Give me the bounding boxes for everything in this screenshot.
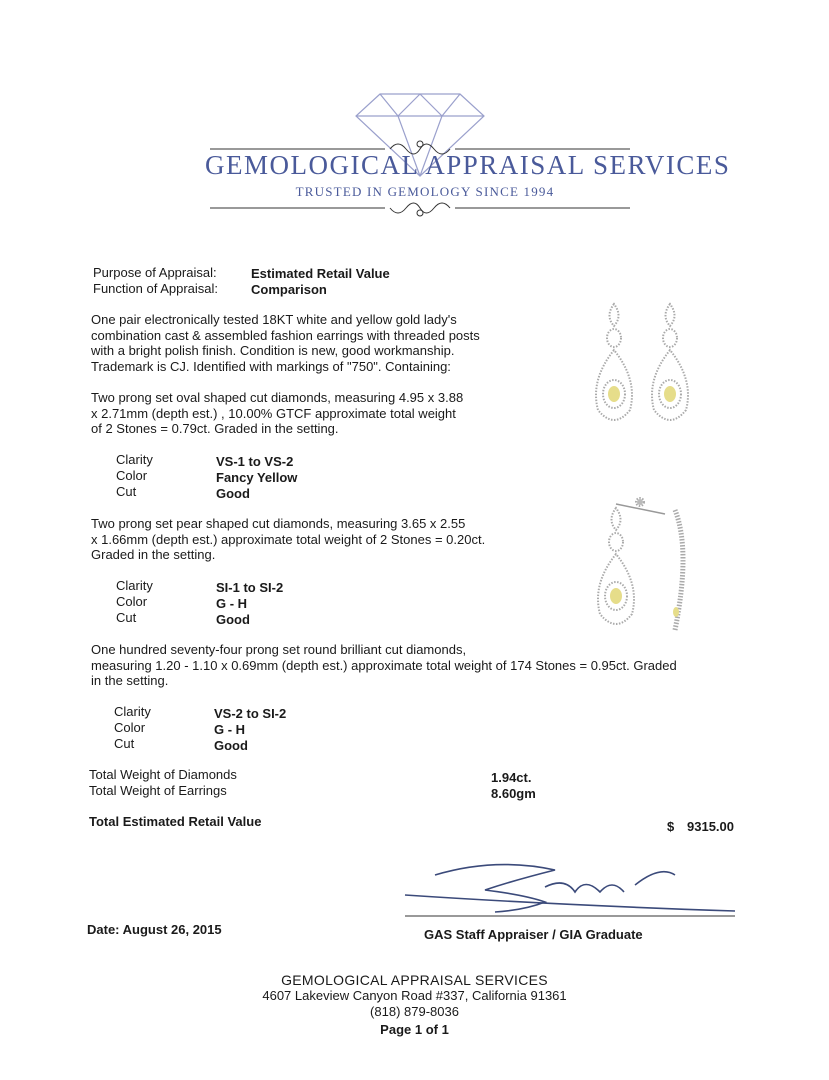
earrings-photo-side (585, 490, 725, 640)
total-diamonds-value: 1.94ct. (491, 770, 532, 785)
item-description (91, 312, 480, 374)
cut-value: Good (214, 738, 248, 753)
appraiser-signature (395, 855, 745, 930)
color-value: G - H (216, 596, 248, 611)
stone-line: Two prong set pear shaped cut diamonds, measuring 3.65 x 2.55 (91, 516, 466, 531)
clarity-value: VS-1 to VS-2 (216, 454, 294, 469)
stone-line: in the setting. (91, 673, 169, 688)
color-label: Color (116, 594, 148, 609)
stone-3-description (91, 642, 677, 689)
stone-line: x 1.66mm (depth est.) approximate total weight of 2 Stones = 0.20ct. (91, 531, 486, 547)
function-value: Comparison (251, 282, 327, 297)
footer-phone: (818) 879-8036 (370, 1004, 459, 1019)
cut-label: Cut (116, 484, 137, 499)
appraisal-date: Date: August 26, 2015 (87, 922, 222, 937)
clarity-value: VS-2 to SI-2 (214, 706, 287, 721)
footer-address: 4607 Lakeview Canyon Road #337, California 91361 (262, 988, 567, 1003)
total-diamonds-label: Total Weight of Diamonds (89, 767, 237, 782)
description-line: with a bright polish finish. Condition is new, good workmanship. (91, 343, 455, 358)
stone-1-description (91, 390, 463, 437)
company-tagline: TRUSTED IN GEMOLOGY SINCE 1994 (295, 184, 555, 199)
stone-2-description (91, 516, 485, 563)
color-value: Fancy Yellow (216, 470, 298, 485)
footer-company: GEMOLOGICAL APPRAISAL SERVICES (281, 972, 548, 988)
cut-value: Good (216, 486, 250, 501)
clarity-label: Clarity (116, 578, 153, 593)
stone-line: Two prong set oval shaped cut diamonds, measuring 4.95 x 3.88 (91, 390, 464, 405)
stone-line: x 2.71mm (depth est.) , 10.00% GTCF approximate total weight (91, 405, 456, 421)
total-earrings-value: 8.60gm (491, 786, 536, 801)
stone-line: measuring 1.20 - 1.10 x 0.69mm (depth est.) approximate total weight of 174 Stones = 0.95ct. Graded (91, 657, 677, 673)
stone-line: of 2 Stones = 0.79ct. Graded in the setting. (91, 421, 339, 436)
function-label: Function of Appraisal: (93, 281, 219, 296)
purpose-label: Purpose of Appraisal: (93, 265, 217, 280)
description-line: Trademark is CJ. Identified with markings of "750". Containing: (91, 358, 451, 374)
appraiser-title: GAS Staff Appraiser / GIA Graduate (424, 927, 643, 942)
stone-line: One hundred seventy-four prong set round brilliant cut diamonds, (91, 642, 467, 657)
earrings-photo-front (585, 290, 725, 440)
color-label: Color (114, 720, 146, 735)
total-retail-label: Total Estimated Retail Value (89, 814, 262, 829)
description-line: combination cast & assembled fashion earrings with threaded posts (91, 327, 480, 343)
clarity-value: SI-1 to SI-2 (216, 580, 284, 595)
cut-value: Good (216, 612, 250, 627)
total-retail-value: 9315.00 (687, 819, 734, 834)
purpose-value: Estimated Retail Value (251, 266, 390, 281)
cut-label: Cut (114, 736, 135, 751)
stone-line: Graded in the setting. (91, 547, 216, 562)
color-value: G - H (214, 722, 246, 737)
currency-symbol: $ (667, 819, 675, 834)
color-label: Color (116, 468, 148, 483)
total-earrings-label: Total Weight of Earrings (89, 783, 227, 798)
description-line: One pair electronically tested 18KT white and yellow gold lady's (91, 312, 457, 327)
cut-label: Cut (116, 610, 137, 625)
company-name: GEMOLOGICAL APPRAISAL SERVICES (205, 150, 731, 180)
clarity-label: Clarity (116, 452, 153, 467)
clarity-label: Clarity (114, 704, 151, 719)
page-number: Page 1 of 1 (380, 1022, 449, 1037)
